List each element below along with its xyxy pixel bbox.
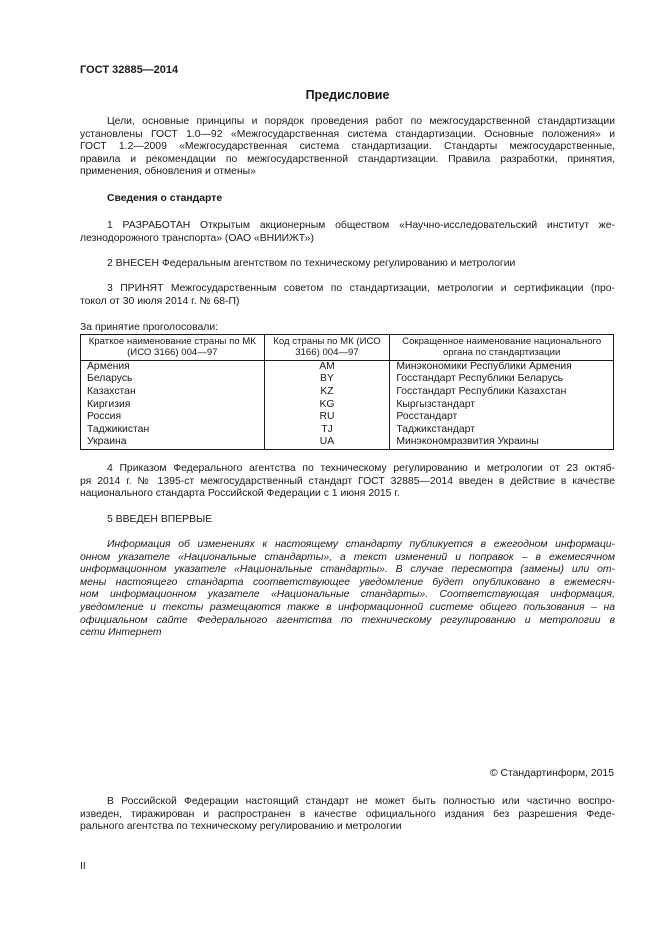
table-row bbox=[81, 399, 614, 412]
intro-line: ГОСТ 1.2—2009 «Межгосударственная система стандартизации. Стандарты межгосударственные, bbox=[80, 141, 615, 153]
country-code: TJ bbox=[264, 424, 390, 437]
vote-label: За принятие проголосовали: bbox=[80, 322, 219, 333]
page-number: II bbox=[80, 861, 86, 872]
country-code: KG bbox=[264, 399, 390, 412]
rights-paragraph bbox=[80, 796, 615, 834]
item-4-line: национального стандарта Российской Федерации с 1 июня 2015 г. bbox=[80, 488, 400, 500]
column-header-organ: Сокращенное наименование национального органа по стандартизации bbox=[390, 335, 614, 361]
item-2: 2 ВНЕСЕН Федеральным агентством по техническому регулированию и метрологии bbox=[107, 258, 516, 269]
table-header-row bbox=[81, 335, 614, 361]
intro-line: установлены ГОСТ 1.0—92 «Межгосударственная система стандартизации. Основные положения» и bbox=[80, 128, 615, 140]
intro-paragraph bbox=[80, 116, 615, 179]
country-code: KZ bbox=[264, 386, 390, 399]
table-row bbox=[81, 360, 614, 373]
notice-paragraph bbox=[80, 539, 615, 640]
standard-number: ГОСТ 32885—2014 bbox=[80, 64, 179, 76]
country-name: Киргизия bbox=[81, 399, 265, 412]
standards-body: Росстандарт bbox=[390, 411, 614, 424]
table-row bbox=[81, 411, 614, 424]
countries-table bbox=[80, 334, 614, 450]
country-name: Армения bbox=[81, 360, 265, 373]
standards-body: Минэкономики Республики Армения bbox=[390, 360, 614, 373]
country-code: RU bbox=[264, 411, 390, 424]
notice-line: Информация об изменениях к настоящему стандарту публикуется в ежегодном информаци- bbox=[107, 539, 615, 550]
rights-line: В Российской Федерации настоящий стандарт не может быть полностью или частично воспро- bbox=[107, 796, 615, 807]
country-name: Таджикистан bbox=[81, 424, 265, 437]
notice-line: онном указателе «Национальные стандарты», а текст изменений и поправок – в ежемесячном bbox=[80, 551, 615, 563]
notice-line: ном информационном указателе «Национальные стандарты». Соответствующая информация, bbox=[80, 589, 615, 601]
standards-body: Таджикстандарт bbox=[390, 424, 614, 437]
table-row bbox=[81, 373, 614, 386]
standards-body: Госстандарт Республики Беларусь bbox=[390, 373, 614, 386]
column-header-country: Краткое наименование страны по МК (ИСО 3166) 004—97 bbox=[81, 335, 265, 361]
item-4-line: ря 2014 г. № 1395-ст межгосударственный стандарт ГОСТ 32885—2014 введен в действие в качестве bbox=[80, 475, 615, 487]
item-4-line: 4 Приказом Федерального агентства по техническому регулированию и метрологии от 23 октяб- bbox=[107, 463, 615, 474]
country-name: Беларусь bbox=[81, 373, 265, 386]
rights-line: рального агентства по техническому регулированию и метрологии bbox=[80, 821, 402, 833]
copyright: © Стандартинформ, 2015 bbox=[489, 768, 614, 779]
intro-line: Цели, основные принципы и порядок проведения работ по межгосударственной стандартизации bbox=[107, 116, 615, 127]
item-3-line: 3 ПРИНЯТ Межгосударственным советом по стандартизации, метрологии и сертификации (про- bbox=[107, 283, 615, 294]
item-3-line: токол от 30 июля 2014 г. № 68-П) bbox=[80, 295, 240, 307]
info-heading: Сведения о стандарте bbox=[107, 193, 223, 204]
intro-line: применения, обновления и отмены» bbox=[80, 166, 256, 178]
country-name: Россия bbox=[81, 411, 265, 424]
country-code: BY bbox=[264, 373, 390, 386]
notice-line: сети Интернет bbox=[80, 627, 162, 639]
notice-line: информационном указателе «Национальные стандарты». В случае пересмотра (замены) или от- bbox=[80, 564, 615, 576]
country-code: UA bbox=[264, 436, 390, 449]
item-1 bbox=[80, 220, 615, 245]
item-3 bbox=[80, 283, 615, 308]
item-4 bbox=[80, 463, 615, 501]
item-1-line: лезнодорожного транспорта» (ОАО «ВНИИЖТ») bbox=[80, 232, 314, 244]
table-row bbox=[81, 436, 614, 449]
country-name: Украина bbox=[81, 436, 265, 449]
notice-line: мены настоящего стандарта соответствующее уведомление будет опубликовано в ежемесяч- bbox=[80, 576, 615, 588]
notice-line: официальном сайте Федерального агентства по техническому регулированию и метрологии в bbox=[80, 614, 615, 626]
column-header-code: Код страны по МК (ИСО 3166) 004—97 bbox=[264, 335, 390, 361]
standards-body: Кыргызстандарт bbox=[390, 399, 614, 412]
page-title: Предисловие bbox=[305, 88, 390, 102]
table-row bbox=[81, 424, 614, 437]
standards-body: Минэкономразвития Украины bbox=[390, 436, 614, 449]
table-row bbox=[81, 386, 614, 399]
item-1-line: 1 РАЗРАБОТАН Открытым акционерным обществом «Научно-исследовательский институт же- bbox=[107, 220, 615, 231]
notice-line: уведомление и тексты размещаются также в информационной системе общего пользования – на bbox=[80, 601, 615, 613]
country-name: Казахстан bbox=[81, 386, 265, 399]
country-code: AM bbox=[264, 360, 390, 373]
item-5: 5 ВВЕДЕН ВПЕРВЫЕ bbox=[107, 514, 213, 525]
standards-body: Госстандарт Республики Казахстан bbox=[390, 386, 614, 399]
intro-line: правила и рекомендации по межгосударственной стандартизации. Правила разработки, принятия, bbox=[80, 153, 615, 165]
rights-line: изведен, тиражирован и распространен в качестве официального издания без разрешения Феде- bbox=[80, 808, 615, 820]
